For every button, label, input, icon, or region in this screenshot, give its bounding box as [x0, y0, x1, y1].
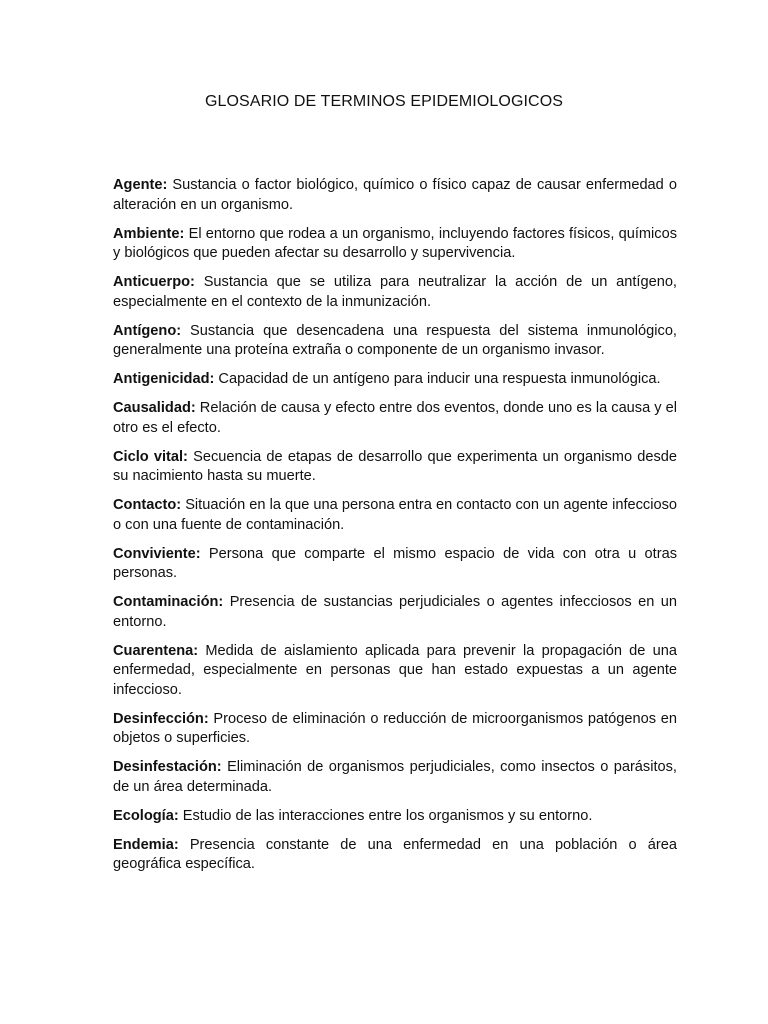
glossary-entry	[113, 176, 677, 215]
glossary-definition: Eliminación de organismos perjudiciales, como insectos o parásitos, de un área determinada.	[113, 759, 677, 795]
glossary-definition: Capacidad de un antígeno para inducir una respuesta inmunológica.	[218, 371, 661, 387]
glossary-definition: Situación en la que una persona entra en contacto con un agente infeccioso o con una fuente de contaminación.	[113, 497, 677, 533]
glossary-entry	[113, 399, 677, 438]
glossary-entry	[113, 496, 677, 535]
glossary-term: Desinfestación:	[113, 759, 222, 775]
glossary-entry	[113, 807, 677, 827]
glossary-entry	[113, 836, 677, 875]
glossary-term: Ecología:	[113, 807, 179, 824]
glossary-term: Ciclo vital:	[113, 448, 188, 465]
glossary-definition: Sustancia que desencadena una respuesta del sistema inmunológico, generalmente una proteína extraña o componente de un organismo invasor.	[113, 322, 677, 358]
glossary-entry	[113, 273, 677, 312]
glossary-list	[113, 176, 677, 884]
glossary-definition: Estudio de las interacciones entre los organismos y su entorno.	[182, 807, 593, 824]
glossary-definition: Medida de aislamiento aplicada para prevenir la propagación de una enfermedad, especialmente en personas que han estado expuestas a un agente infeccioso.	[113, 642, 677, 698]
glossary-entry	[113, 322, 677, 361]
glossary-definition: Presencia constante de una enfermedad en una población o área geográfica específica.	[113, 836, 678, 872]
document-title: GLOSARIO DE TERMINOS EPIDEMIOLOGICOS	[204, 93, 564, 110]
glossary-term: Conviviente:	[113, 545, 201, 562]
glossary-entry	[113, 593, 677, 632]
glossary-definition: Sustancia que se utiliza para neutralizar la acción de un antígeno, especialmente en el contexto de la inmunización.	[113, 274, 677, 310]
glossary-term: Desinfección:	[113, 710, 209, 727]
glossary-entry	[113, 642, 677, 701]
glossary-entry	[113, 448, 677, 487]
glossary-term: Contacto:	[113, 497, 182, 513]
glossary-term: Cuarentena:	[113, 642, 199, 659]
glossary-entry	[113, 225, 677, 264]
glossary-term: Ambiente:	[113, 225, 185, 242]
glossary-term: Contaminación:	[113, 594, 224, 610]
glossary-definition: Presencia de sustancias perjudiciales o agentes infecciosos en un entorno.	[113, 594, 678, 630]
glossary-definition: Persona que comparte el mismo espacio de vida con otra u otras personas.	[113, 545, 677, 581]
glossary-entry	[113, 545, 677, 584]
glossary-term: Anticuerpo:	[113, 274, 195, 290]
glossary-entry	[113, 370, 677, 390]
glossary-definition: Secuencia de etapas de desarrollo que experimenta un organismo desde su nacimiento hasta su muerte.	[113, 448, 677, 484]
glossary-term: Antígeno:	[113, 322, 182, 339]
glossary-term: Endemia:	[113, 836, 179, 853]
glossary-definition: Proceso de eliminación o reducción de microorganismos patógenos en objetos o superficies.	[113, 710, 678, 746]
glossary-term: Causalidad:	[113, 400, 196, 416]
glossary-entry	[113, 710, 677, 749]
glossary-definition: Relación de causa y efecto entre dos eventos, donde uno es la causa y el otro es el efecto.	[113, 400, 677, 436]
glossary-definition: Sustancia o factor biológico, químico o físico capaz de causar enfermedad o alteración en un organismo.	[113, 177, 677, 213]
glossary-entry	[113, 758, 677, 797]
glossary-term: Antigenicidad:	[113, 371, 215, 387]
glossary-term: Agente:	[113, 177, 168, 193]
glossary-definition: El entorno que rodea a un organismo, incluyendo factores físicos, químicos y biológicos que pueden afectar su desarrollo y supervivencia.	[113, 225, 678, 261]
